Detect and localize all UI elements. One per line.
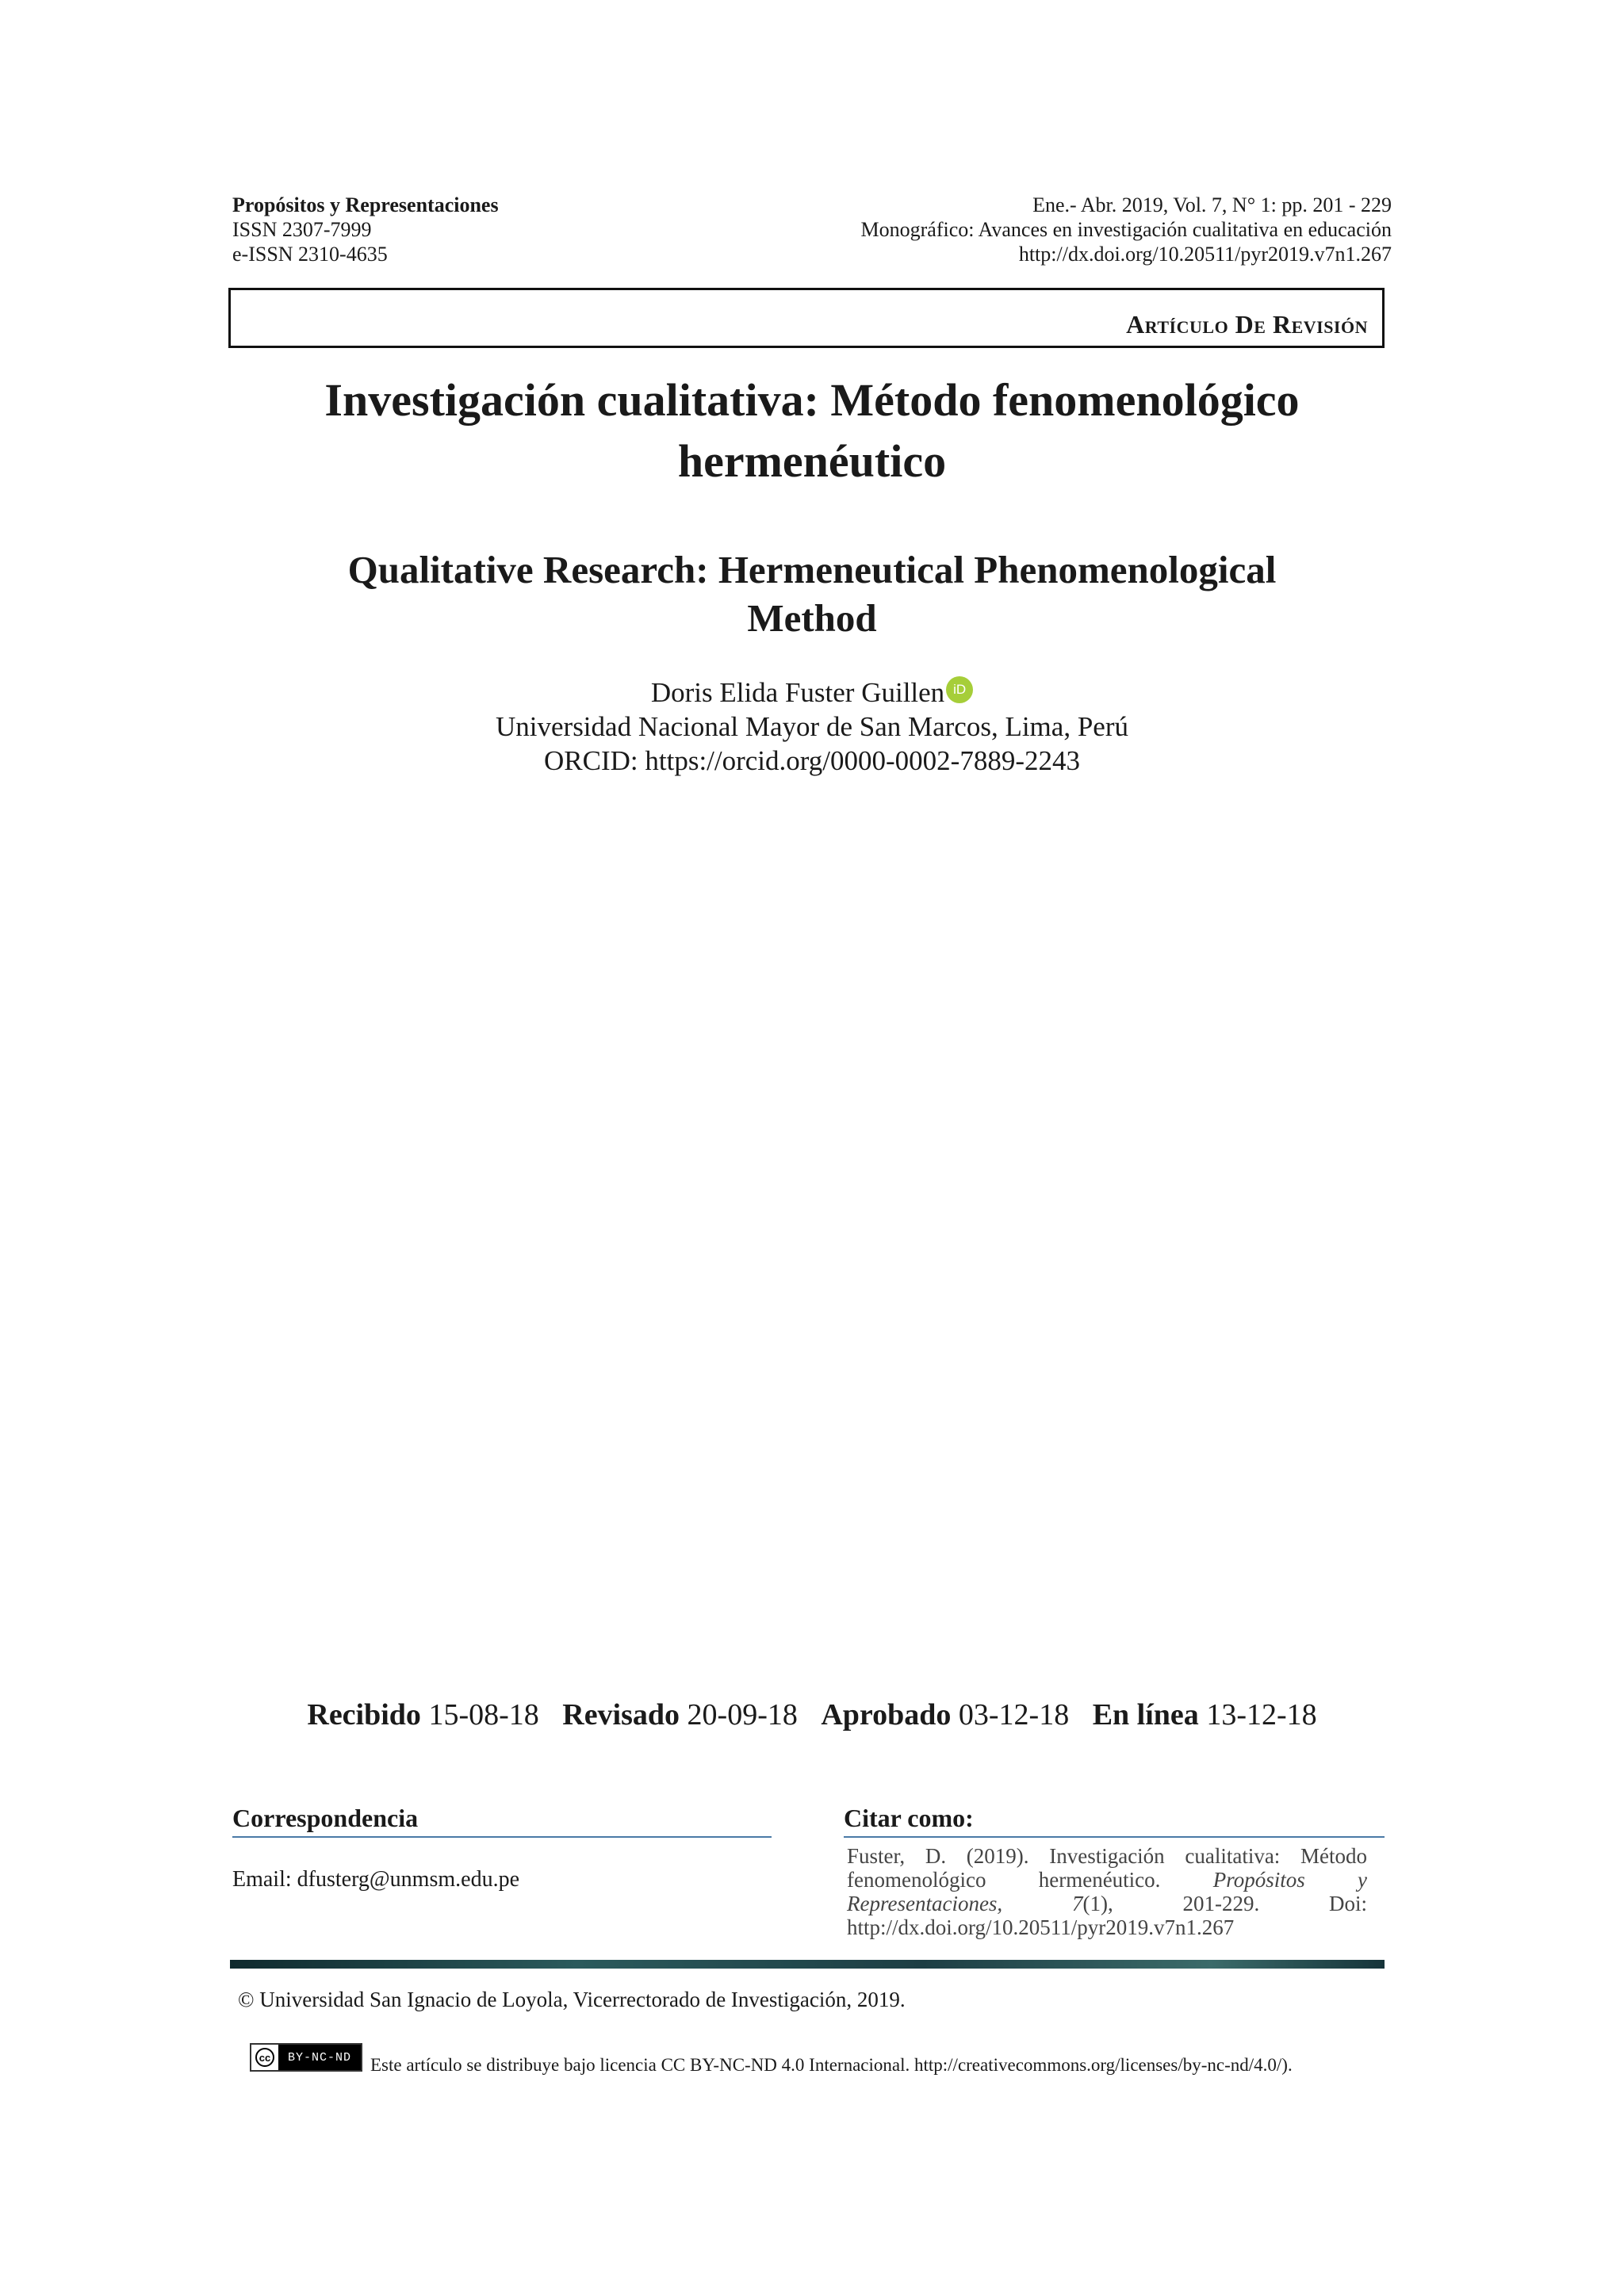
approved-label: Aprobado [821,1698,952,1732]
journal-header-right [861,193,1392,266]
date-received [307,1698,538,1732]
title-spanish-line-2: hermenéutico [677,435,947,487]
copyright-notice: © Universidad San Ignacio de Loyola, Vicerrectorado de Investigación, 2019. [238,1988,906,2011]
journal-name: Propósitos y Representaciones [232,193,499,216]
citation-journal: Propósitos y Representaciones, 7 [847,1868,1367,1915]
approved-value: 03-12-18 [958,1698,1070,1732]
cc-icon-label: cc [255,2048,274,2067]
cc-terms: BY-NC-ND [287,2050,351,2064]
citation-part-2: (1), 201-229. Doi: http://dx.doi.org/10.20511/pyr2019.v7n1.267 [847,1892,1367,1939]
title-english-line-2: Method [747,596,877,640]
issn: ISSN 2307-7999 [232,218,372,241]
cite-heading: Citar como: [844,1804,1385,1838]
online-value: 13-12-18 [1206,1698,1317,1732]
issue-info: Ene.- Abr. 2019, Vol. 7, N° 1: pp. 201 - 229 [1032,193,1392,216]
article-type-label: Artículo De Revisión [1126,310,1368,339]
author-name: Doris Elida Fuster Guillen [650,677,945,708]
orcid-icon[interactable]: iD [946,676,973,703]
correspondence-heading: Correspondencia [232,1804,772,1838]
doi-link[interactable]: http://dx.doi.org/10.20511/pyr2019.v7n1.267 [1018,243,1392,266]
online-label: En línea [1092,1698,1199,1732]
author-block [257,675,1367,778]
date-online [1093,1698,1317,1732]
author-orcid[interactable]: ORCID: https://orcid.org/0000-0002-7889-2243 [544,745,1080,776]
dates-line [257,1697,1367,1732]
cc-icon [251,2045,278,2070]
license-text: Este artículo se distribuye bajo licencia CC BY-NC-ND 4.0 Internacional. http://creativecommons.org/licenses/by-nc-nd/4.0/). [370,2055,1293,2075]
correspondence-email[interactable]: Email: dfusterg@unmsm.edu.pe [232,1867,519,1892]
author-affiliation: Universidad Nacional Mayor de San Marcos, Lima, Perú [496,711,1128,742]
monograph-info: Monográfico: Avances en investigación cualitativa en educación [860,218,1392,241]
author-line [257,675,1367,710]
revised-value: 20-09-18 [687,1698,798,1732]
cc-license-badge[interactable] [250,2043,362,2072]
citation-text [847,1844,1367,1939]
title-spanish [257,369,1367,492]
title-english [257,545,1367,642]
article-type-box [228,288,1385,348]
revised-label: Revisado [562,1698,680,1732]
title-spanish-line-1: Investigación cualitativa: Método fenomenológico [324,374,1300,426]
citation-part-1: Fuster, D. (2019). Investigación cualitativa: Método fenomenológico hermenéutico. [847,1844,1367,1892]
date-revised [562,1698,798,1732]
received-label: Recibido [307,1698,421,1732]
title-english-line-1: Qualitative Research: Hermeneutical Phenomenological [347,548,1277,591]
divider-bar [230,1960,1385,1969]
date-approved [821,1698,1069,1732]
journal-header-left [232,193,499,266]
received-value: 15-08-18 [428,1698,539,1732]
eissn: e-ISSN 2310-4635 [232,243,388,266]
